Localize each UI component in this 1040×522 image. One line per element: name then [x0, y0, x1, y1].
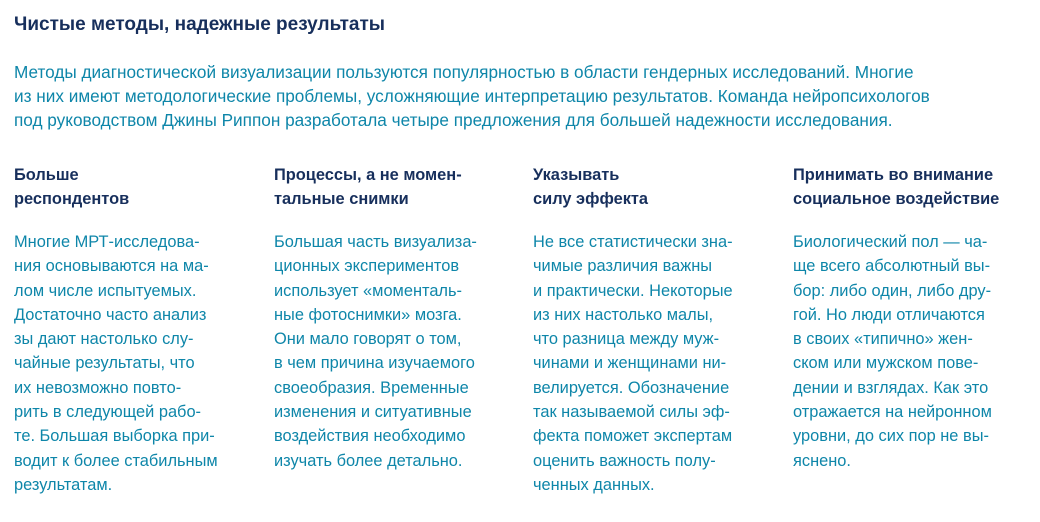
proposal-body-line: лом числе испытуемых. [14, 281, 197, 300]
proposal-body-line: так называемой силы эф- [533, 403, 730, 422]
proposal-body-line: чинами и женщинами ни- [533, 354, 727, 373]
proposal-body-line: водит к более стабильным [14, 451, 218, 470]
proposal-body-line: яснено. [793, 451, 851, 470]
proposal-body-line: уровни, до сих пор не вы- [793, 427, 989, 446]
proposal-body-line: что разница между муж- [533, 330, 720, 349]
proposal-body-line: ском или мужском пове- [793, 354, 979, 373]
proposal-title-line: Больше [14, 166, 79, 184]
proposal-body-line: их невозможно повто- [14, 378, 182, 397]
proposal-body-line: ченных данных. [533, 475, 655, 494]
proposal-body-line: изменения и ситуативные [274, 403, 472, 422]
section-title: Чистые методы, надежные результаты [14, 14, 385, 35]
proposal-body-line: Биологический пол — ча- [793, 233, 988, 251]
proposal-title [793, 164, 1038, 212]
proposal-title-line: Принимать во внимание [793, 166, 994, 184]
proposal-body [14, 230, 259, 497]
proposal-body-line: велируется. Обозначение [533, 378, 730, 397]
proposal-body-line: гой. Но люди отличаются [793, 305, 985, 324]
proposal-title-line: социальное воздействие [793, 189, 1000, 208]
proposal-body-line: и практически. Некоторые [533, 281, 733, 300]
intro-paragraph [14, 60, 1026, 132]
proposal-body-line: в чем причина изучаемого [274, 354, 475, 373]
proposal-body-line: бор: либо один, либо дру- [793, 281, 992, 300]
proposal-body-line: Большая часть визуализа- [274, 233, 477, 251]
intro-line: под руководством Джины Риппон разработала четыре предложения для большей надежности исследования. [14, 110, 893, 130]
proposal-body-line: чайные результаты, что [14, 354, 195, 373]
proposal-body-line: ционных экспериментов [274, 257, 460, 276]
proposal-body-line: из них настолько малы, [533, 305, 714, 324]
proposal-body-line: зы дают настолько слу- [14, 330, 194, 349]
proposal-title-line: Процессы, а не момен- [274, 166, 462, 184]
proposal-body-line: те. Большая выборка при- [14, 427, 215, 446]
proposal-body-line: оценить важность полу- [533, 451, 716, 470]
proposal-body [793, 230, 1038, 473]
proposal-body [274, 230, 519, 473]
infobox [14, 0, 1026, 522]
proposal-body-line: использует «моменталь- [274, 281, 462, 300]
proposal-body [533, 230, 778, 497]
proposal-body-line: своеобразия. Временные [274, 378, 469, 397]
proposal-body-line: фекта поможет экспертам [533, 427, 733, 446]
proposal-title-line: Указывать [533, 166, 620, 184]
proposal-body-line: ные фотоснимки» мозга. [274, 305, 462, 324]
proposal-body-line: отражается на нейронном [793, 403, 992, 422]
proposal-body-line: изучать более детально. [274, 451, 463, 470]
proposal-body-line: результатам. [14, 475, 113, 494]
proposal-body-line: Не все статистически зна- [533, 233, 733, 251]
proposal-title [533, 164, 778, 212]
proposal-body-line: Достаточно часто анализ [14, 305, 207, 324]
intro-line: Методы диагностической визуализации пользуются популярностью в области гендерных исследований. Многие [14, 62, 914, 82]
proposal-social-influence [793, 164, 1038, 470]
proposal-body-line: в своих «типично» жен- [793, 330, 973, 349]
proposal-title-line: респондентов [14, 189, 130, 208]
proposal-effect-size [533, 164, 778, 494]
proposal-title-line: тальные снимки [274, 189, 409, 208]
proposal-title [14, 164, 259, 212]
intro-line: из них имеют методологические проблемы, усложняющие интерпретацию результатов. Команда нейропсихологов [14, 86, 930, 106]
proposal-body-line: ния основываются на ма- [14, 257, 209, 276]
proposal-body-line: рить в следующей рабо- [14, 403, 202, 422]
proposal-body-line: дении и взглядах. Как это [793, 378, 989, 397]
proposal-body-line: Они мало говорят о том, [274, 330, 462, 349]
proposal-processes [274, 164, 519, 470]
proposal-body-line: чимые различия важны [533, 257, 713, 276]
proposal-more-respondents [14, 164, 259, 494]
proposal-title [274, 164, 519, 212]
proposal-body-line: Многие МРТ-исследова- [14, 233, 200, 251]
proposal-body-line: воздействия необходимо [274, 427, 466, 446]
proposal-title-line: силу эффекта [533, 189, 649, 208]
proposal-body-line: ще всего абсолютный вы- [793, 257, 991, 276]
